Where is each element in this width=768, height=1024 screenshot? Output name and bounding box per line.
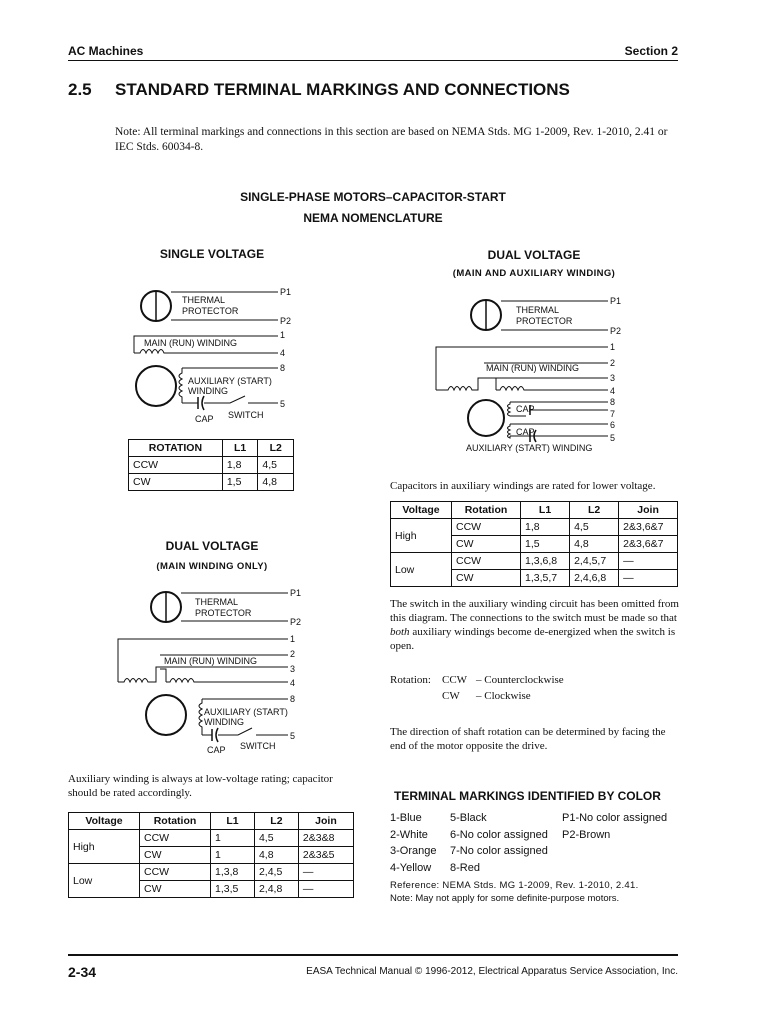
table-cell: — (619, 553, 678, 570)
table-cell: CCW (129, 457, 223, 474)
rotation-cw-text: – Clockwise (476, 690, 531, 702)
col-header: L1 (222, 440, 258, 457)
applicability-note: Note: May not apply for some definite-purpose motors. (390, 893, 620, 904)
color-item: 3-Orange (390, 845, 437, 857)
main-winding-label: MAIN (RUN) WINDING (144, 338, 237, 348)
terminal-4: 4 (290, 678, 296, 688)
terminal-4: 4 (280, 348, 286, 358)
terminal-2: 2 (610, 358, 616, 368)
terminal-p2: P2 (280, 316, 292, 326)
table-cell: CW (140, 881, 211, 898)
cap-label: CAP (516, 404, 535, 414)
aux-start-winding-label: AUXILIARY (START) WINDING (466, 443, 593, 453)
single-voltage-diagram (120, 278, 320, 428)
col-header: ROTATION (129, 440, 223, 457)
standards-note: Note: All terminal markings and connections in this section are based on NEMA Stds. MG 1-2009, Rev. 1-2010, 2.41 or IEC Stds. 60034-8. (115, 126, 668, 153)
table-row (391, 519, 678, 536)
direction-note: The direction of shaft rotation can be determined by facing the end of the motor opposite the drive. (390, 726, 666, 752)
terminal-p2: P2 (610, 326, 622, 336)
table-cell: 1,3,5,7 (521, 570, 570, 587)
thermal-label: THERMAL (516, 305, 560, 315)
col-header: L2 (254, 813, 298, 830)
aux-start-label: AUXILIARY (START) (204, 707, 288, 717)
voltage-cell: Low (69, 864, 140, 898)
switch-note (390, 597, 680, 653)
color-col-1 (390, 810, 436, 876)
table-cell: 2&3&5 (298, 847, 353, 864)
col-header: Rotation (140, 813, 211, 830)
table-cell: — (298, 864, 353, 881)
table-cell: 2,4,8 (254, 881, 298, 898)
terminal-1: 1 (610, 342, 616, 352)
table-cell: 1,3,8 (211, 864, 255, 881)
terminal-1: 1 (290, 634, 296, 644)
main-winding-label: MAIN (RUN) WINDING (164, 656, 257, 666)
switch-note-text-end: auxiliary windings become de-energized when the switch is open. (390, 626, 676, 652)
terminal-p2: P2 (290, 617, 302, 627)
switch-label: SWITCH (228, 410, 264, 420)
terminal-1: 1 (280, 330, 286, 340)
col-header: Rotation (452, 502, 521, 519)
dual-voltage-aux-subheading: (MAIN AND AUXILIARY WINDING) (452, 268, 616, 279)
dual-voltage-aux-heading: DUAL VOLTAGE (487, 248, 581, 262)
terminal-6: 6 (610, 420, 616, 430)
table-cell: 2,4,5,7 (570, 553, 619, 570)
table-cell: 2&3,6&7 (619, 536, 678, 553)
col-header: Join (619, 502, 678, 519)
col-header: Voltage (69, 813, 140, 830)
terminal-8: 8 (610, 397, 616, 407)
dual-voltage-aux-diagram (430, 290, 630, 460)
table-row (129, 474, 294, 491)
color-item: 5-Black (450, 812, 487, 824)
single-voltage-table (128, 439, 294, 491)
voltage-cell: High (69, 830, 140, 864)
table-cell: 2&3,6&7 (619, 519, 678, 536)
color-col-2 (450, 810, 548, 876)
table-cell: CCW (452, 553, 521, 570)
table-cell: 4,5 (570, 519, 619, 536)
page-number: 2-34 (68, 964, 97, 980)
switch-note-emphasis: both (390, 626, 410, 638)
table-cell: 1,8 (521, 519, 570, 536)
voltage-cell: Low (391, 553, 452, 587)
table-cell: CW (140, 847, 211, 864)
table-cell: CW (452, 536, 521, 553)
table-row (69, 830, 354, 847)
table-cell: 1,8 (222, 457, 258, 474)
table-cell: 2,4,5 (254, 864, 298, 881)
table-row (69, 864, 354, 881)
table-cell: CW (452, 570, 521, 587)
single-voltage-heading: SINGLE VOLTAGE (159, 247, 265, 261)
section-number: 2.5 (68, 80, 92, 99)
color-item: 8-Red (450, 861, 480, 874)
table-cell: 1 (211, 830, 255, 847)
main-winding-label: MAIN (RUN) WINDING (486, 363, 579, 373)
table-cell: 2&3&8 (298, 830, 353, 847)
color-item: P1-No color assigned (562, 812, 668, 824)
thermal-label: THERMAL (182, 295, 226, 305)
table-cell: 4,8 (258, 474, 294, 491)
rotation-label: Rotation: (390, 674, 431, 686)
protector-label: PROTECTOR (516, 316, 573, 326)
section-title: STANDARD TERMINAL MARKINGS AND CONNECTIONS (115, 80, 570, 99)
table-row (129, 457, 294, 474)
voltage-cell: High (391, 519, 452, 553)
reference-line: Reference: NEMA Stds. MG 1-2009, Rev. 1-2010, 2.41. (390, 880, 639, 891)
col-header: L2 (258, 440, 294, 457)
cap-label: CAP (195, 414, 214, 424)
table-row (391, 553, 678, 570)
table-cell: 1,5 (222, 474, 258, 491)
terminal-5: 5 (290, 731, 296, 741)
table-cell: 4,8 (254, 847, 298, 864)
table-cell: CCW (140, 864, 211, 881)
table-cell: 4,5 (258, 457, 294, 474)
col-header: L2 (570, 502, 619, 519)
thermal-label: THERMAL (195, 597, 239, 607)
terminal-8: 8 (290, 694, 296, 704)
dual-aux-caption: Capacitors in auxiliary windings are rated for lower voltage. (390, 480, 656, 492)
dual-voltage-main-diagram (110, 587, 330, 757)
terminal-5: 5 (280, 399, 286, 409)
color-item: 1-Blue (390, 812, 422, 824)
terminal-p1: P1 (610, 296, 622, 306)
terminal-p1: P1 (280, 287, 292, 297)
terminal-7: 7 (610, 409, 616, 419)
aux-winding-label: WINDING (188, 386, 228, 396)
dual-voltage-main-table (68, 812, 354, 898)
footer-credit: EASA Technical Manual © 1996-2012, Electrical Apparatus Service Association, Inc. (306, 966, 678, 977)
terminal-p1: P1 (290, 588, 302, 598)
cap-label: CAP (207, 745, 226, 755)
color-col-3 (562, 810, 667, 843)
col-header: Voltage (391, 502, 452, 519)
rotation-ccw-text: – Counterclockwise (476, 674, 564, 686)
table-cell: CW (129, 474, 223, 491)
table-cell: 1,3,6,8 (521, 553, 570, 570)
table-cell: CCW (452, 519, 521, 536)
terminal-2: 2 (290, 649, 296, 659)
running-header-right: Section 2 (624, 44, 678, 58)
rotation-cw-code: CW (442, 690, 460, 702)
color-item: 2-White (390, 828, 428, 841)
color-markings-heading: TERMINAL MARKINGS IDENTIFIED BY COLOR (394, 789, 661, 803)
table-cell: — (298, 881, 353, 898)
main-heading: SINGLE-PHASE MOTORS–CAPACITOR-START (240, 190, 506, 204)
color-item: 7-No color assigned (450, 845, 548, 857)
terminal-5: 5 (610, 433, 616, 443)
table-cell: 1,3,5 (211, 881, 255, 898)
switch-label: SWITCH (240, 741, 276, 751)
table-cell: CCW (140, 830, 211, 847)
protector-label: PROTECTOR (182, 306, 239, 316)
aux-winding-label: WINDING (204, 717, 244, 727)
table-cell: 2,4,6,8 (570, 570, 619, 587)
terminal-8: 8 (280, 363, 286, 373)
switch-note-text: The switch in the auxiliary winding circuit has been omitted from this diagram. The connections to the switch must be made so that (390, 598, 679, 624)
terminal-3: 3 (610, 373, 616, 383)
dual-voltage-main-heading: DUAL VOLTAGE (165, 539, 259, 553)
terminal-3: 3 (290, 664, 296, 674)
table-cell: — (619, 570, 678, 587)
table-cell: 4,5 (254, 830, 298, 847)
terminal-4: 4 (610, 386, 616, 396)
col-header: Join (298, 813, 353, 830)
running-header-left: AC Machines (68, 44, 144, 58)
col-header: L1 (211, 813, 255, 830)
table-cell: 4,8 (570, 536, 619, 553)
main-subheading: NEMA NOMENCLATURE (303, 211, 443, 225)
header-rule (68, 60, 678, 61)
protector-label: PROTECTOR (195, 608, 252, 618)
cap-label: CAP (516, 427, 535, 437)
color-item: P2-Brown (562, 828, 611, 841)
dual-main-caption: Auxiliary winding is always at low-voltage rating; capacitor should be rated accordingly. (68, 773, 333, 799)
color-item: 6-No color assigned (450, 828, 548, 841)
color-item: 4-Yellow (390, 861, 432, 874)
col-header: L1 (521, 502, 570, 519)
footer-rule (68, 954, 678, 956)
rotation-ccw-code: CCW (442, 674, 468, 686)
dual-voltage-main-subheading: (MAIN WINDING ONLY) (156, 561, 268, 572)
dual-voltage-aux-table (390, 501, 678, 587)
table-cell: 1,5 (521, 536, 570, 553)
table-cell: 1 (211, 847, 255, 864)
aux-start-label: AUXILIARY (START) (188, 376, 272, 386)
